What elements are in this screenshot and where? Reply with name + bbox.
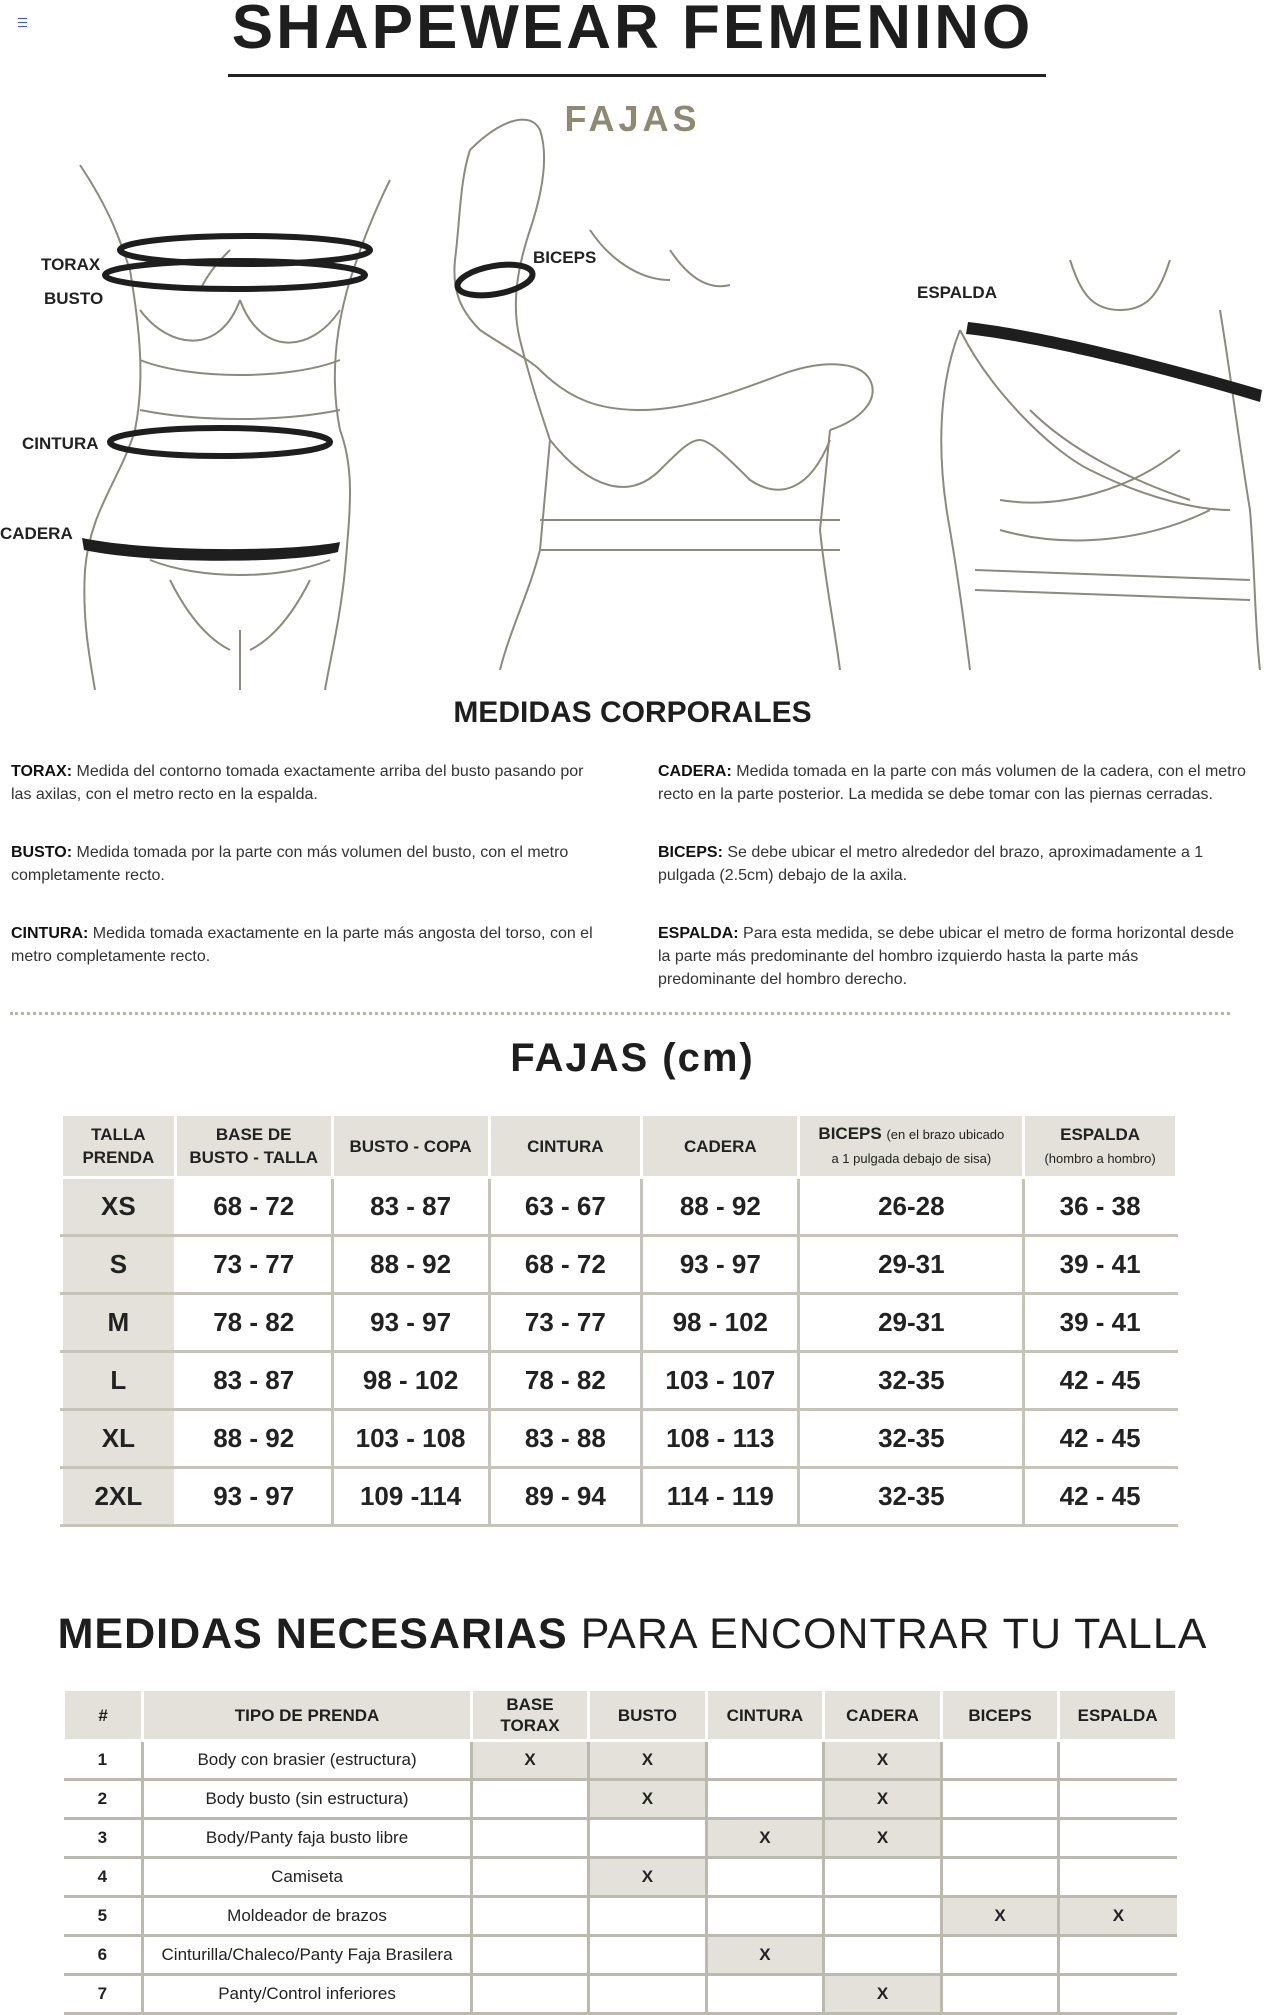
table-cell: 68 - 72 [175,1178,332,1236]
table-cell: 88 - 92 [175,1410,332,1468]
text-biceps: Se debe ubicar el metro alrededor del brazo, aproximadamente a 1 pulgada (2.5cm) debajo de la axila. [658,844,1204,884]
table-cell: 93 - 97 [332,1294,489,1352]
table-cell: 36 - 38 [1024,1178,1177,1236]
table-cell: 32-35 [799,1468,1024,1526]
table-cell: 98 - 102 [642,1294,799,1352]
empty-cell [706,1975,824,2014]
empty-cell [941,1975,1058,2014]
row-number: 4 [64,1858,143,1897]
term-cadera: CADERA: [658,763,732,780]
empty-cell [1059,1975,1177,2014]
empty-cell [706,1897,824,1936]
row-number: 7 [64,1975,143,2014]
row-number: 5 [64,1897,143,1936]
page-subtitle: FAJAS [564,98,701,139]
header-talla-line1: TALLA [91,1125,146,1144]
sizes-table-title: FAJAS (cm) [510,1036,755,1080]
needed-title-bold: MEDIDAS NECESARIAS [57,1610,568,1658]
table-row [64,1975,1177,2014]
empty-cell [471,1858,588,1897]
empty-cell [471,1975,588,2014]
table-cell: 78 - 82 [489,1352,642,1410]
table-cell: 103 - 108 [332,1410,489,1468]
empty-cell [1059,1780,1177,1819]
term-busto: BUSTO: [11,844,73,861]
header-cadera: CADERA [824,1690,942,1741]
text-espalda: Para esta medida, se debe ubicar el metro de forma horizontal desde la parte más predominante del hombro izquierdo hasta la parte más predominante del hombro derecho. [658,925,1234,988]
required-mark: X [589,1780,706,1819]
table-row [62,1410,1177,1468]
row-number: 2 [64,1780,143,1819]
header-busto: BUSTO [589,1690,706,1741]
table-cell: 89 - 94 [489,1468,642,1526]
empty-cell [589,1897,706,1936]
row-number: 1 [64,1741,143,1780]
label-torax: TORAX [41,255,101,274]
header-biceps: BICEPS [941,1690,1058,1741]
table-cell: 32-35 [799,1352,1024,1410]
empty-cell [941,1741,1058,1780]
required-mark: X [471,1741,588,1780]
empty-cell [824,1858,942,1897]
header-talla [62,1115,176,1178]
table-cell: 42 - 45 [1024,1410,1177,1468]
empty-cell [941,1858,1058,1897]
table-cell: 98 - 102 [332,1352,489,1410]
table-cell: 83 - 88 [489,1410,642,1468]
required-mark: X [824,1819,942,1858]
page-title: SHAPEWEAR FEMENINO [231,0,1034,62]
table-row [64,1936,1177,1975]
empty-cell [941,1936,1058,1975]
table-row [62,1236,1177,1294]
table-cell: 114 - 119 [642,1468,799,1526]
header-num: # [64,1690,143,1741]
dotted-divider [10,1012,1230,1015]
empty-cell [589,1936,706,1975]
required-mark: X [706,1936,824,1975]
table-cell: 63 - 67 [489,1178,642,1236]
text-torax: Medida del contorno tomada exactamente arriba del busto pasando por las axilas, con el metro recto en la espalda. [11,763,584,803]
empty-cell [1059,1858,1177,1897]
empty-cell [941,1780,1058,1819]
text-cadera: Medida tomada en la parte con más volumen de la cadera, con el metro recto en la parte posterior. La medida se debe tomar con las piernas cerradas. [658,763,1246,803]
required-mark: X [589,1741,706,1780]
table-cell: 32-35 [799,1410,1024,1468]
table-cell: 83 - 87 [332,1178,489,1236]
text-cintura: Medida tomada exactamente en la parte más angosta del torso, con el metro completamente recto. [11,925,593,965]
garment-type: Camiseta [143,1858,471,1897]
table-row [62,1178,1177,1236]
table-cell: 88 - 92 [642,1178,799,1236]
needed-table-header-row [64,1690,1177,1741]
table-row [64,1741,1177,1780]
table-cell: 109 -114 [332,1468,489,1526]
needed-table-title [0,1610,1265,1659]
table-row [64,1897,1177,1936]
header-espalda [1024,1115,1177,1178]
term-cintura: CINTURA: [11,925,89,942]
garment-type: Body con brasier (estructura) [143,1741,471,1780]
header-biceps [799,1115,1024,1178]
size-cell: XS [62,1178,176,1236]
empty-cell [941,1819,1058,1858]
size-cell: L [62,1352,176,1410]
header-espalda-label: ESPALDA [1060,1124,1141,1144]
header-cintura: CINTURA [489,1115,642,1178]
table-cell: 29-31 [799,1294,1024,1352]
garment-type: Panty/Control inferiores [143,1975,471,2014]
table-row [64,1780,1177,1819]
required-mark: X [941,1897,1058,1936]
label-busto: BUSTO [44,289,104,308]
required-mark: X [706,1819,824,1858]
garment-type: Body/Panty faja busto libre [143,1819,471,1858]
needed-table-body [64,1741,1177,2014]
size-cell: S [62,1236,176,1294]
size-cell: 2XL [62,1468,176,1526]
empty-cell [824,1897,942,1936]
header-busto-copa: BUSTO - COPA [332,1115,489,1178]
sizes-table [60,1113,1178,1527]
header-biceps-note1: (en el brazo ubicado [886,1127,1005,1142]
biceps-illustration [440,110,920,670]
table-row [62,1468,1177,1526]
empty-cell [706,1858,824,1897]
table-cell: 42 - 45 [1024,1468,1177,1526]
label-biceps: BICEPS [533,248,597,267]
header-base-torax-line1: BASE [506,1695,554,1714]
table-cell: 78 - 82 [175,1294,332,1352]
header-base-torax-line2: TORAX [500,1716,560,1735]
header-base-torax [471,1690,588,1741]
garment-type: Body busto (sin estructura) [143,1780,471,1819]
required-mark: X [589,1858,706,1897]
sizes-table-header-row [62,1115,1177,1178]
garment-type: Cinturilla/Chaleco/Panty Faja Brasilera [143,1936,471,1975]
term-torax: TORAX: [11,763,73,780]
row-number: 6 [64,1936,143,1975]
required-mark: X [824,1780,942,1819]
empty-cell [1059,1819,1177,1858]
empty-cell [471,1819,588,1858]
back-illustration [920,250,1265,670]
table-cell: 29-31 [799,1236,1024,1294]
term-biceps: BICEPS: [658,844,723,861]
table-cell: 88 - 92 [332,1236,489,1294]
definition-cintura [11,922,601,968]
table-row [62,1352,1177,1410]
header-talla-line2: PRENDA [82,1148,155,1167]
table-cell: 93 - 97 [642,1236,799,1294]
header-base-line2: BUSTO - TALLA [189,1148,319,1167]
header-base-line1: BASE DE [215,1125,292,1144]
header-biceps-note2: a 1 pulgada debajo de sisa) [831,1151,992,1166]
empty-cell [471,1936,588,1975]
table-row [64,1858,1177,1897]
text-busto: Medida tomada por la parte con más volumen del busto, con el metro completamente recto. [11,844,569,884]
header-espalda: ESPALDA [1059,1690,1177,1741]
table-cell: 42 - 45 [1024,1352,1177,1410]
definition-espalda [658,922,1238,991]
table-cell: 108 - 113 [642,1410,799,1468]
front-torso-illustration [0,150,420,690]
table-cell: 39 - 41 [1024,1236,1177,1294]
size-cell: XL [62,1410,176,1468]
required-mark: X [824,1975,942,2014]
empty-cell [1059,1741,1177,1780]
header-base [175,1115,332,1178]
header-tipo: TIPO DE PRENDA [143,1690,471,1741]
empty-cell [824,1936,942,1975]
empty-cell [706,1741,824,1780]
table-cell: 68 - 72 [489,1236,642,1294]
row-number: 3 [64,1819,143,1858]
header-cadera: CADERA [642,1115,799,1178]
table-cell: 93 - 97 [175,1468,332,1526]
definition-busto [11,841,601,887]
header-espalda-note: (hombro a hombro) [1044,1150,1156,1166]
needed-title-rest: PARA ENCONTRAR TU TALLA [580,1610,1208,1658]
table-row [62,1294,1177,1352]
definition-biceps [658,841,1218,887]
empty-cell [471,1897,588,1936]
needed-measures-table [62,1688,1178,2015]
label-cadera: CADERA [0,524,73,543]
garment-type: Moldeador de brazos [143,1897,471,1936]
header-biceps-label: BICEPS [818,1124,882,1143]
table-cell: 73 - 77 [175,1236,332,1294]
empty-cell [589,1975,706,2014]
empty-cell [589,1819,706,1858]
table-cell: 26-28 [799,1178,1024,1236]
label-cintura: CINTURA [22,434,99,453]
label-espalda: ESPALDA [917,283,997,302]
table-cell: 103 - 107 [642,1352,799,1410]
empty-cell [706,1780,824,1819]
table-cell: 73 - 77 [489,1294,642,1352]
empty-cell [471,1780,588,1819]
definition-cadera [658,760,1258,806]
table-row [64,1819,1177,1858]
definition-torax [11,760,601,806]
term-espalda: ESPALDA: [658,925,739,942]
table-cell: 39 - 41 [1024,1294,1177,1352]
title-divider [228,74,1046,77]
header-cintura: CINTURA [706,1690,824,1741]
required-mark: X [1059,1897,1177,1936]
table-cell: 83 - 87 [175,1352,332,1410]
empty-cell [1059,1936,1177,1975]
definitions-title: MEDIDAS CORPORALES [453,696,812,729]
size-cell: M [62,1294,176,1352]
required-mark: X [824,1741,942,1780]
